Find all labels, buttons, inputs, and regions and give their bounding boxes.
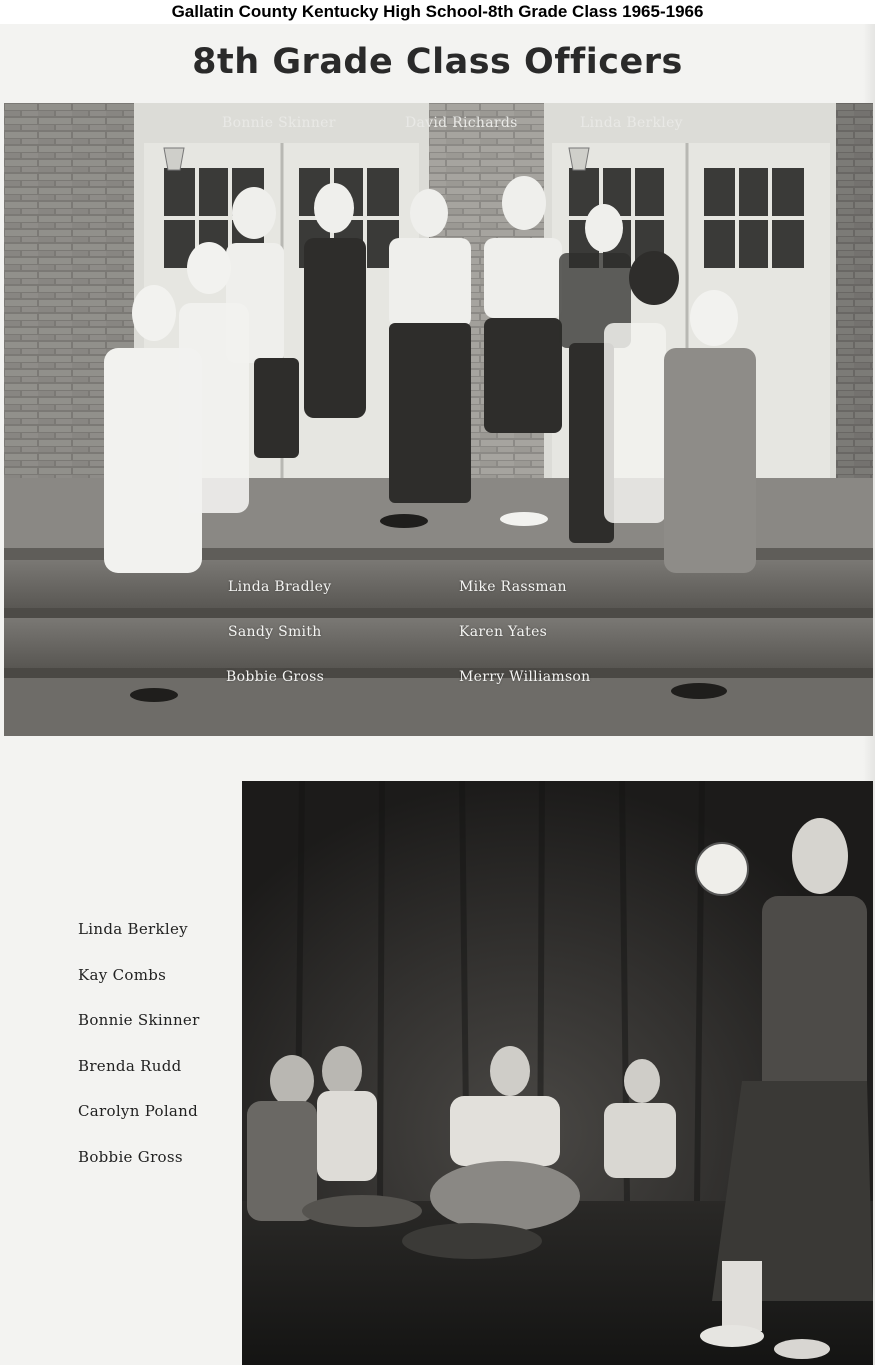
cast-name: Linda Berkley xyxy=(78,920,188,938)
officer-name-right-2: Karen Yates xyxy=(459,624,548,640)
officer-name-left-2: Sandy Smith xyxy=(228,624,322,640)
page-header-title: Gallatin County Kentucky High School-8th Grade Class 1965-1966 xyxy=(171,2,704,21)
officer-name-top-left: Bonnie Skinner xyxy=(222,115,336,131)
officer-name-left-3: Bobbie Gross xyxy=(226,669,325,685)
officer-name-left-1: Linda Bradley xyxy=(228,579,332,595)
cast-name: Kay Combs xyxy=(78,965,167,984)
officer-name-right-1: Mike Rassman xyxy=(459,579,567,595)
officer-name-top-right: Linda Berkley xyxy=(580,115,683,131)
stage-scene-photo-drawing xyxy=(242,781,873,1365)
officer-name-right-3: Merry Williamson xyxy=(459,669,591,685)
cast-name: Brenda Rudd xyxy=(78,1056,182,1075)
cast-name: Bobbie Gross xyxy=(78,1147,183,1166)
officer-name-top-center: David Richards xyxy=(405,115,518,131)
cast-name: Carolyn Poland xyxy=(78,1102,199,1120)
class-officers-photo xyxy=(4,103,873,736)
cast-name: Bonnie Skinner xyxy=(78,1011,200,1029)
section-title: 8th Grade Class Officers xyxy=(192,42,683,82)
class-officers-photo-drawing xyxy=(4,103,873,736)
stage-cast-name-list xyxy=(78,918,228,1191)
stage-scene-photo xyxy=(242,781,873,1365)
